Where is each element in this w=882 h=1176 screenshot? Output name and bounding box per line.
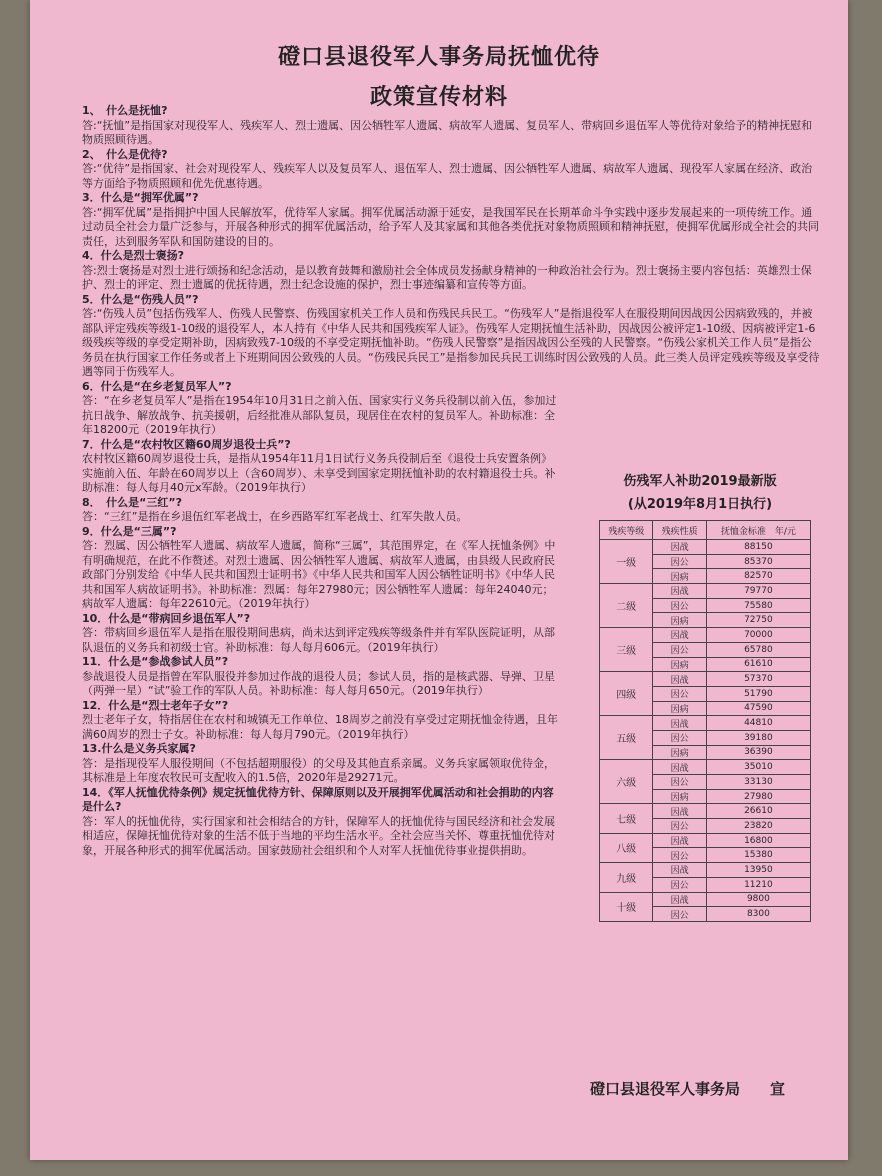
cell-level: 二级: [600, 584, 653, 628]
poster-sheet: [30, 0, 848, 1160]
table-row: [600, 892, 811, 907]
cell-nature: 因病: [653, 789, 706, 804]
table-title: 伤残军人补助2019最新版: [623, 474, 777, 489]
answer-14: 答：军人的抚恤优待，实行国家和社会相结合的方针，保障军人的抚恤优待与国民经济和社会发展相适应，保障抚恤优待对象的生活不低于当地的平均生活水平。全社会应当关怀、尊重抚恤优待对象，开展各种形式的拥军优属活动。国家鼓励社会组织和个人对军人抚恤优待事业提供捐助。: [82, 814, 555, 857]
cell-nature: 因战: [653, 863, 706, 878]
cell-nature: 因公: [653, 907, 706, 922]
cell-level: 七级: [600, 804, 653, 833]
answer-7: 农村牧区籍60周岁退役士兵，是指从1954年11月1日试行义务兵役制后至《退役士兵安置条例》实施前入伍、年龄在60周岁以上（含60周岁）、未享受到国家定期抚恤补助的农村籍退役士兵。补助标准：每人每月40元x军龄。（2019年执行）: [82, 452, 556, 494]
header-amount: 抚恤金标准 年/元: [706, 521, 810, 540]
cell-nature: 因公: [653, 642, 706, 657]
cell-level: 六级: [600, 760, 653, 804]
cell-level: 十级: [600, 892, 653, 921]
cell-nature: 因战: [653, 892, 706, 907]
cell-amount: 15380: [706, 848, 810, 863]
cell-amount: 27980: [706, 789, 810, 804]
answer-10: 答：带病回乡退伍军人是指在服役期间患病，尚未达到评定残疾等级条件并有军队医院证明，从部队退伍的义务兵和初级士官。补助标准：每人每月606元。（2019年执行）: [82, 626, 555, 654]
cell-nature: 因病: [653, 657, 706, 672]
cell-amount: 39180: [706, 730, 810, 745]
answer-3: 答:“拥军优属”是指拥护中国人民解放军，优待军人家属。拥军优属活动源于延安，是我国军民在长期革命斗争实践中逐步发展起来的一项传统工作。通过动员全社会力量广泛参与，开展各种形式的拥军优属活动，给予军人及其家属和其他各类优抚对象物质照顾和精神抚慰，使拥军优属形成全社会的共同责任，达到服务军队和国防建设的目的。: [82, 205, 819, 248]
question-4: 4．什么是烈士褒扬?: [82, 249, 185, 262]
cell-amount: 75580: [706, 598, 810, 613]
answer-12: 烈士老年子女，特指居住在农村和城镇无工作单位、18周岁之前没有享受过定期抚恤金待遇，且年满60周岁的烈士子女。补助标准：每人每月790元。（2019年执行）: [82, 713, 558, 741]
cell-nature: 因战: [653, 628, 706, 643]
cell-amount: 88150: [706, 540, 810, 555]
cell-amount: 65780: [706, 642, 810, 657]
cell-level: 八级: [600, 833, 653, 862]
answer-13: 答：是指现役军人服役期间（不包括超期服役）的父母及其他直系亲属。义务兵家属领取优待金，其标准是上年度农牧民可支配收入的1.5倍，2020年是29271元。: [82, 756, 555, 784]
table-row: [600, 584, 811, 599]
table-row: [600, 760, 811, 775]
cell-amount: 33130: [706, 775, 810, 790]
table-row: [600, 863, 811, 878]
answer-11: 参战退役人员是指曾在军队服役并参加过作战的退役人员；参试人员，指的是核武器、导弹、卫星（两弹一星）“试”验工作的军队人员。补助标准：每人每月650元。（2019年执行）: [82, 669, 555, 697]
cell-amount: 79770: [706, 584, 810, 599]
cell-nature: 因公: [653, 877, 706, 892]
question-13: 13.什么是义务兵家属?: [82, 742, 196, 755]
cell-amount: 23820: [706, 819, 810, 834]
question-7: 7．什么是“农村牧区籍60周岁退役士兵”?: [82, 437, 291, 451]
cell-amount: 51790: [706, 686, 810, 701]
table-row: [600, 804, 811, 819]
answer-8: 答：“三红”是指在乡退伍红军老战士，在乡西路军红军老战士、红军失散人员。: [82, 510, 468, 523]
issuer-signature: 磴口县退役军人事务局 宣: [590, 1080, 786, 1098]
cell-nature: 因病: [653, 745, 706, 760]
cell-nature: 因病: [653, 701, 706, 716]
cell-nature: 因公: [653, 554, 706, 569]
table-body: [600, 540, 811, 922]
disability-subsidy-table: [599, 520, 811, 922]
page-subtitle: 政策宣传材料: [369, 85, 508, 110]
header-level: 残疾等级: [600, 521, 653, 540]
cell-level: 五级: [600, 716, 653, 760]
page-title: 磴口县退役军人事务局抚恤优待: [277, 45, 600, 70]
cell-amount: 44810: [706, 716, 810, 731]
question-8: 8． 什么是“三红”?: [82, 495, 182, 509]
cell-nature: 因战: [653, 760, 706, 775]
cell-nature: 因战: [653, 540, 706, 555]
question-14: 14．《军人抚恤优待条例》规定抚恤优待方针、保障原则以及开展拥军优属活动和社会捐助的内容是什么?: [82, 785, 554, 813]
cell-nature: 因战: [653, 716, 706, 731]
cell-amount: 70000: [706, 628, 810, 643]
answer-2: 答:“优待”是指国家、社会对现役军人、残疾军人以及复员军人、退伍军人、烈士遗属、因公牺牲军人遗属、病故军人遗属、现役军人家属在经济、政治等方面给予物质照顾和优先优惠待遇。: [82, 162, 813, 190]
cell-nature: 因公: [653, 819, 706, 834]
cell-amount: 13950: [706, 863, 810, 878]
answer-4: 答:烈士褒扬是对烈士进行颂扬和纪念活动，是以教育鼓舞和激励社会全体成员发扬献身精神的一种政治社会行为。烈士褒扬主要内容包括：英雄烈士保护、烈士的评定、烈士遗属的优抚待遇，烈士纪念设施的保护，烈士事迹编纂和宣传等方面。: [82, 263, 812, 291]
cell-amount: 9800: [706, 892, 810, 907]
cell-level: 九级: [600, 863, 653, 892]
cell-nature: 因公: [653, 598, 706, 613]
cell-nature: 因公: [653, 775, 706, 790]
answer-6: 答：“在乡老复员军人”是指在1954年10月31日之前入伍、国家实行义务兵役制以前入伍，参加过抗日战争、解放战争、抗美援朝，后经批准从部队复员，现居住在农村的复员军人。补助标准：全年18200元（2019年执行）: [82, 394, 557, 436]
answer-1: 答:“抚恤”是指国家对现役军人、残疾军人、烈士遗属、因公牺牲军人遗属、病故军人遗属、复员军人、带病回乡退伍军人等优待对象给予的精神抚慰和物质照顾待遇。: [82, 118, 813, 146]
table-row: [600, 540, 811, 555]
cell-amount: 26610: [706, 804, 810, 819]
cell-amount: 35010: [706, 760, 810, 775]
disability-subsidy-table-block: [575, 470, 825, 922]
cell-amount: 85370: [706, 554, 810, 569]
table-row: [600, 716, 811, 731]
header-nature: 残疾性质: [653, 521, 706, 540]
cell-amount: 47590: [706, 701, 810, 716]
table-row: [600, 672, 811, 687]
cell-amount: 72750: [706, 613, 810, 628]
cell-level: 三级: [600, 628, 653, 672]
cell-nature: 因病: [653, 569, 706, 584]
cell-amount: 11210: [706, 877, 810, 892]
table-header-row: [600, 521, 811, 540]
answer-5: 答:“伤残人员”包括伤残军人、伤残人民警察、伤残国家机关工作人员和伤残民兵民工。“伤残军人”是指退役军人在服役期间因战因公因病致残的，并被部队评定残疾等级1-10级的退役军人，本人持有《中华人民共和国残疾军人证》。伤残军人定期抚恤生活补助，因战因公被评定1-10级、因病被评定1-6级残疾等级的享受定期补助，因病致残7-10级的不享受定期抚恤补助。“伤残人民警察”是指因战因公至残的人民警察。“伤残公家机关工作人员”是指公务员在执行国家工作任务或者上下班期间因公致残的人员。“伤残民兵民工”是指参加民兵民工训练时因公致残的人员。此三类人员评定残疾等级及享受待遇等同于伤残军人。: [82, 307, 820, 378]
table-row: [600, 628, 811, 643]
question-9: 9．什么是“三属”?: [82, 524, 177, 538]
question-1: 1、 什么是抚恤?: [82, 104, 168, 117]
table-subtitle: (从2019年8月1日执行): [627, 497, 773, 512]
cell-level: 四级: [600, 672, 653, 716]
cell-nature: 因公: [653, 686, 706, 701]
question-6: 6．什么是“在乡老复员军人”?: [82, 379, 232, 393]
question-11: 11．什么是“参战参试人员”?: [82, 655, 229, 668]
cell-amount: 36390: [706, 745, 810, 760]
question-5: 5．什么是“伤残人员”?: [82, 292, 199, 306]
cell-amount: 57370: [706, 672, 810, 687]
table-row: [600, 833, 811, 848]
cell-nature: 因公: [653, 730, 706, 745]
cell-nature: 因战: [653, 804, 706, 819]
cell-nature: 因战: [653, 833, 706, 848]
cell-nature: 因战: [653, 584, 706, 599]
cell-amount: 82570: [706, 569, 810, 584]
cell-nature: 因公: [653, 848, 706, 863]
cell-nature: 因战: [653, 672, 706, 687]
question-10: 10．什么是“带病回乡退伍军人”?: [82, 611, 251, 625]
cell-amount: 61610: [706, 657, 810, 672]
question-2: 2、 什么是优待?: [82, 147, 168, 161]
answer-9: 答：烈属、因公牺牲军人遗属、病故军人遗属，简称“三属”，其范围界定，在《军人抚恤条例》中有明确规范，在此不作赘述。对烈士遗属、因公牺牲军人遗属、病故军人遗属，由县级人民政府民政部门分别发给《中华人民共和国烈士证明书》《中华人民共和国军人因公牺牲证明书》《中华人民共和国军人病故证明书》。补助标准：烈属：每年27980元；因公牺牲军人遗属：每年24040元；病故军人遗属：每年22610元。（2019年执行）: [82, 539, 556, 610]
question-3: 3．什么是“拥军优属”?: [82, 191, 199, 204]
cell-amount: 8300: [706, 907, 810, 922]
cell-level: 一级: [600, 540, 653, 584]
cell-nature: 因病: [653, 613, 706, 628]
question-12: 12．什么是“烈士老年子女”?: [82, 698, 229, 712]
cell-amount: 16800: [706, 833, 810, 848]
